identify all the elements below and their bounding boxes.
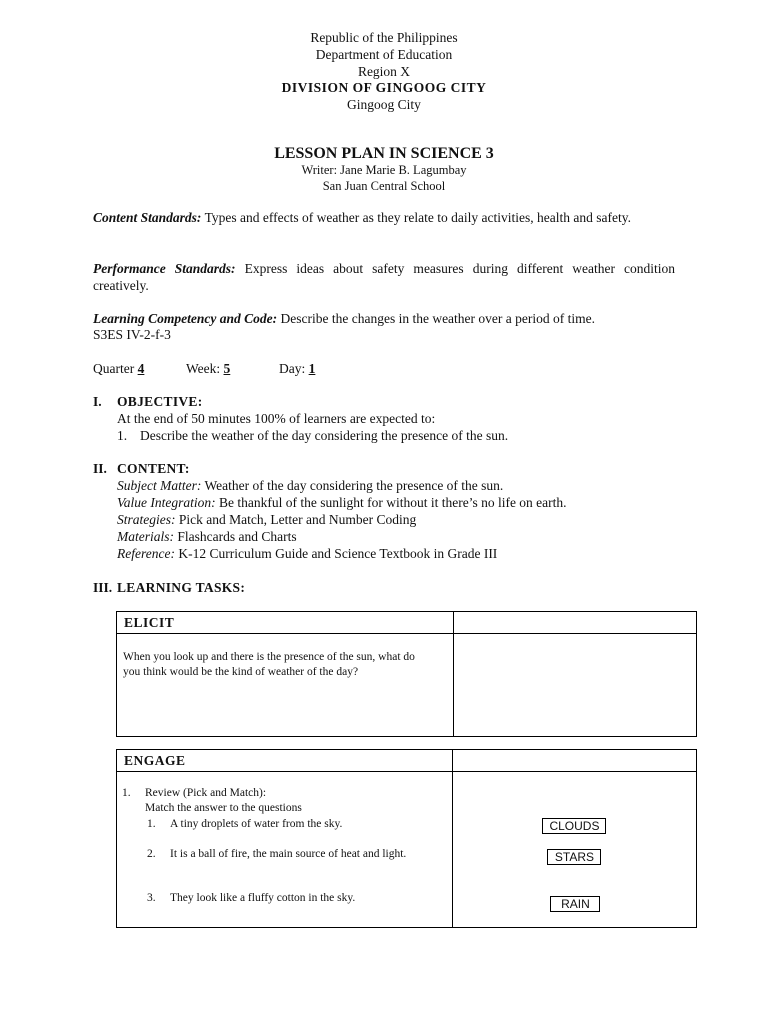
strategies: [117, 512, 416, 528]
question-text: They look like a fluffy cotton in the sky.: [170, 892, 356, 904]
elicit-heading-empty-cell: [453, 612, 696, 634]
header-deped: Department of Education: [315, 47, 453, 62]
elicit-question-cell: [117, 634, 454, 737]
question-num: 3.: [147, 892, 156, 904]
competency-code: S3ES IV-2-f-3: [93, 327, 171, 342]
strategies-text: Pick and Match, Letter and Number Coding: [178, 512, 417, 527]
header-city: Gingoog City: [347, 97, 421, 112]
content-standards-text: Types and effects of weather as they relate to daily activities, health and safety.: [204, 210, 631, 225]
day-value: 1: [308, 361, 316, 376]
week-field: [186, 361, 230, 377]
materials: [117, 529, 297, 545]
content-standards-label: Content Standards:: [93, 210, 202, 225]
learning-tasks-numeral: III.: [93, 580, 113, 595]
value-integration-text: Be thankful of the sunlight for without it there’s no life on earth.: [218, 495, 567, 510]
subject-matter-text: Weather of the day considering the presence of the sun.: [204, 478, 504, 493]
subject-matter-label: Subject Matter:: [117, 478, 202, 493]
materials-label: Materials:: [117, 529, 174, 544]
page-title: LESSON PLAN IN SCIENCE 3: [274, 145, 494, 162]
performance-standards-label: Performance Standards:: [93, 261, 236, 276]
learning-competency: [93, 310, 693, 327]
reference: [117, 546, 497, 562]
subject-matter: [117, 478, 503, 494]
elicit-heading: ELICIT: [117, 612, 454, 634]
quarter-label: Quarter: [93, 361, 135, 376]
performance-standards: [93, 260, 675, 294]
week-label: Week:: [186, 361, 221, 376]
learning-competency-label: Learning Competency and Code:: [93, 311, 278, 326]
learning-tasks-heading: LEARNING TASKS:: [117, 580, 246, 595]
engage-heading: ENGAGE: [117, 750, 453, 772]
value-integration: [117, 495, 567, 511]
writer-line: Writer: Jane Marie B. Lagumbay: [301, 163, 467, 177]
day-label: Day:: [279, 361, 306, 376]
answer-card-clouds[interactable]: CLOUDS: [542, 818, 606, 834]
content-numeral: II.: [93, 461, 107, 476]
question-text: It is a ball of fire, the main source of heat and light.: [170, 848, 407, 860]
engage-item-title: Review (Pick and Match):: [145, 787, 267, 799]
reference-text: K-12 Curriculum Guide and Science Textbook in Grade III: [178, 546, 498, 561]
header-republic: Republic of the Philippines: [310, 30, 458, 45]
strategies-label: Strategies:: [117, 512, 176, 527]
header-region: Region X: [357, 64, 411, 79]
engage-heading-empty-cell: [453, 750, 697, 772]
question-num: 2.: [147, 848, 156, 860]
objective-item-text: Describe the weather of the day considering the presence of the sun.: [140, 428, 509, 443]
objective-numeral: I.: [93, 394, 102, 409]
performance-standards-text: Express ideas about safety measures during different weather condition creatively.: [93, 261, 675, 293]
learning-competency-text: Describe the changes in the weather over a period of time.: [280, 311, 595, 326]
answer-card-stars[interactable]: STARS: [547, 849, 601, 865]
value-integration-label: Value Integration:: [117, 495, 216, 510]
quarter-value: 4: [137, 361, 145, 376]
header-division: DIVISION OF GINGOOG CITY: [281, 80, 487, 95]
engage-questions-cell: [117, 772, 453, 928]
objective-intro: At the end of 50 minutes 100% of learners are expected to:: [117, 411, 436, 426]
elicit-answer-cell: [453, 634, 696, 737]
engage-table: [116, 749, 697, 928]
materials-text: Flashcards and Charts: [177, 529, 297, 544]
quarter-field: [93, 361, 144, 377]
week-value: 5: [223, 361, 231, 376]
reference-label: Reference:: [117, 546, 175, 561]
objective-heading: OBJECTIVE:: [117, 394, 203, 409]
elicit-question: When you look up and there is the presence of the sun, what do you think would be the kind of weather of the day?: [123, 651, 415, 678]
content-standards: [93, 209, 675, 226]
question-text: A tiny droplets of water from the sky.: [170, 818, 343, 830]
day-field: [279, 361, 315, 377]
engage-item-num: 1.: [122, 787, 131, 799]
school-line: San Juan Central School: [322, 179, 446, 193]
answer-card-rain[interactable]: RAIN: [550, 896, 600, 912]
question-num: 1.: [147, 818, 156, 830]
elicit-table: [116, 611, 697, 737]
objective-item-num: 1.: [117, 428, 128, 443]
engage-answers-cell: [453, 772, 697, 928]
engage-instruction: Match the answer to the questions: [145, 802, 302, 814]
content-heading: CONTENT:: [117, 461, 190, 476]
